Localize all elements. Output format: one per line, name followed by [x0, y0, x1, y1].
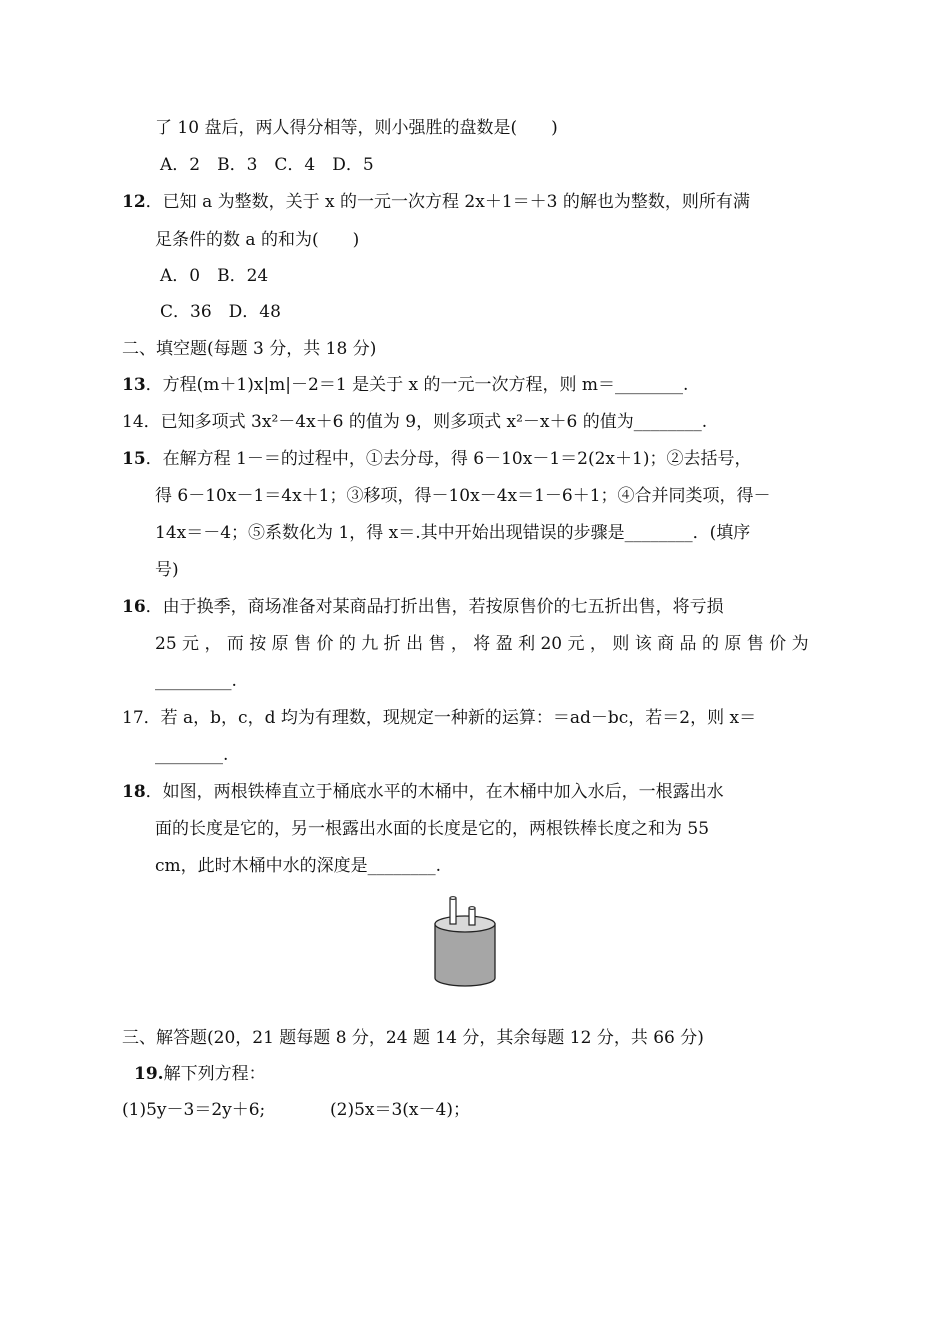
q19-part2: (2)5x＝3(x－4)； [330, 1100, 470, 1120]
q16-line2: 25 元 ， 而 按 原 售 价 的 九 折 出 售 ， 将 盈 利 20 元 ， 则 该 商 品 的 原 售 价 为 [155, 634, 809, 654]
q12-options2: C．36 D．48 [160, 302, 281, 322]
q15-line4: 号) [155, 560, 179, 580]
q18-line1: ．如图，两根铁棒直立于桶底水平的木桶中，在木桶中加入水后，一根露出水 [145, 782, 724, 802]
bucket-with-rods-icon [425, 892, 505, 992]
q19-text: 解下列方程： [163, 1064, 266, 1084]
rod-tall [450, 898, 456, 924]
question-14: 14．已知多项式 3x²－4x＋6 的值为 9，则多项式 x²－x＋6 的值为________. [122, 412, 708, 432]
q16-line3: _________. [155, 671, 237, 691]
q18-number: 18 [122, 782, 146, 802]
q16-number: 16 [122, 597, 146, 617]
q12-options1: A．0 B．24 [160, 266, 269, 286]
q12-line2: 足条件的数 a 的和为( ) [155, 230, 360, 250]
bucket-body [435, 924, 495, 986]
question-13 [122, 374, 688, 396]
q18-line2: 面的长度是它的，另一根露出水面的长度是它的，两根铁棒长度之和为 55 [155, 819, 710, 839]
q15-line3: 14x＝－4；⑤系数化为 1，得 x＝.其中开始出现错误的步骤是________．(填序 [155, 523, 751, 543]
bucket-rim [435, 916, 495, 932]
q13-number: 13 [122, 375, 146, 395]
q19-number: 19. [134, 1064, 164, 1084]
section-fill-in-title: 二、填空题(每题 3 分，共 18 分) [122, 339, 377, 359]
q15-number: 15 [122, 449, 146, 469]
q15-line1: ．在解方程 1－＝的过程中，①去分母，得 6－10x－1＝2(2x＋1)；②去括号， [145, 449, 752, 469]
q13-text: ．方程(m＋1)x|m|－2＝1 是关于 x 的一元一次方程，则 m＝________. [145, 375, 689, 395]
rod-short [469, 908, 475, 925]
q11-options: A．2 B．3 C．4 D．5 [160, 155, 374, 175]
q12-number: 12 [122, 192, 146, 212]
q17-line2: ________. [155, 745, 229, 765]
section-solve-title: 三、解答题(20，21 题每题 8 分，24 题 14 分，其余每题 12 分，共 66 分) [122, 1028, 704, 1048]
q16-line1: ．由于换季，商场准备对某商品打折出售，若按原售价的七五折出售，将亏损 [145, 597, 724, 617]
q15-line2: 得 6－10x－1＝4x＋1；③移项，得－10x－4x＝1－6＋1；④合并同类项，得－ [155, 486, 771, 506]
q11-continuation: 了 10 盘后，两人得分相等，则小强胜的盘数是( ) [155, 118, 558, 138]
q19-part1: (1)5y－3＝2y＋6; [122, 1100, 266, 1120]
q18-line3: cm，此时木桶中水的深度是________. [155, 856, 442, 876]
q17-line1: 17．若 a，b，c，d 均为有理数，现规定一种新的运算：＝ad－bc，若＝2，则 x＝ [122, 708, 757, 728]
q12-line1: ．已知 a 为整数，关于 x 的一元一次方程 2x＋1＝＋3 的解也为整数，则所有满 [145, 192, 750, 212]
